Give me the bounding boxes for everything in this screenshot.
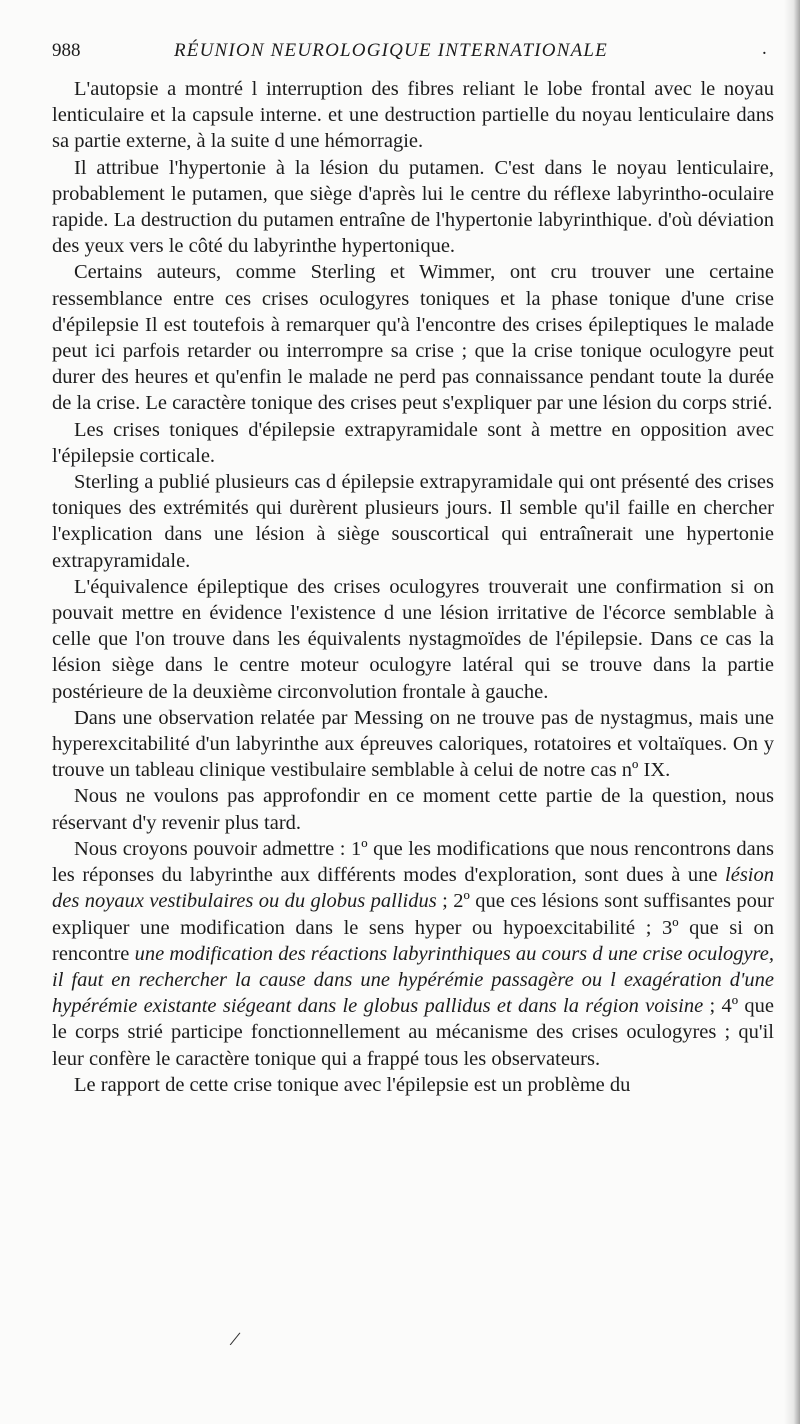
page-edge-shadow: [784, 0, 800, 1424]
paragraph-6-text: L'équivalence épileptique des crises oculogyres trouverait une confirmation si on pouvait mettre en évidence l'existence d une lésion irritative de l'écorce semblable à celle que l'on trouve dans les équivalents nystagmoïdes de l'épilepsie. Dans ce cas la lésion siège dans le centre moteur oculogyre latéral qui se trouve dans la partie postérieure de la deuxième circonvolution frontale à gauche.: [52, 575, 774, 703]
page-number: 988: [52, 40, 81, 61]
paragraph-10: [52, 1072, 774, 1098]
paragraph-3-text: Certains auteurs, comme Sterling et Wimmer, ont cru trouver une certaine ressemblance entre ces crises oculogyres toniques et la phase tonique d'une crise d'épilepsie Il est toutefois à remarquer qu'à l'encontre des crises épileptiques le malade peut ici parfois retarder ou interrompre sa crise ; que la crise tonique oculogyre peut durer des heures et qu'enfin le malade ne perd pas connaissance pendant toute la durée de la crise. Le caractère tonique des crises peut s'expliquer par une lésion du corps strié.: [52, 261, 774, 415]
paragraph-5-text: Sterling a publié plusieurs cas d épilepsie extrapyramidale qui ont présenté des crises toniques des extrémités qui durèrent plusieurs jours. Il semble qu'il faille en chercher l'explication dans une lésion à siège souscortical qui entraînerait une hypertonie extrapyramidale.: [52, 471, 774, 572]
paragraph-5: [52, 469, 774, 574]
paragraph-9-text-b: ; 2º que ces lésions sont suffisantes pour expliquer une modification dans le sens hyper ou hypoexcitabilité ; 3º que si on rencontre: [52, 890, 775, 965]
paragraph-9-text-a: Nous croyons pouvoir admettre : 1º que les modifications que nous rencontrons dans les réponses du labyrinthe aux différents modes d'exploration, sont dues à une: [52, 837, 774, 887]
paragraph-3: [52, 259, 774, 416]
paragraph-9-italic-a: lésion des noyaux vestibulaires ou du globus pallidus: [52, 864, 774, 913]
paragraph-2: [52, 155, 774, 260]
stray-pen-mark: /: [228, 1325, 243, 1352]
paragraph-9: [52, 836, 774, 1072]
paragraph-1: [52, 76, 774, 155]
body-text: [52, 76, 774, 1098]
paragraph-2-text: Il attribue l'hypertonie à la lésion du putamen. C'est dans le noyau lenticulaire, probablement le putamen, que siège d'après lui le centre du réflexe labyrintho-oculaire rapide. La destruction du putamen entraîne de l'hypertonie labyrinthique. d'où déviation des yeux vers le côté du labyrinthe hypertonique.: [52, 156, 774, 258]
paragraph-7: [52, 705, 774, 784]
page-header: [52, 40, 772, 66]
paragraph-1-text: L'autopsie a montré l interruption des fibres reliant le lobe frontal avec le noyau lenticulaire et la capsule interne. et une destruction partielle du noyau lenticulaire dans sa partie externe, à la suite d une hémorragie.: [52, 78, 774, 153]
paragraph-7-text: Dans une observation relatée par Messing on ne trouve pas de nystagmus, mais une hyperexcitabilité d'un labyrinthe aux épreuves caloriques, rotatoires et voltaïques. On y trouve un tableau clinique vestibulaire semblable à celui de notre cas nº IX.: [52, 706, 774, 782]
paragraph-8-text: Nous ne voulons pas approfondir en ce moment cette partie de la question, nous réservant d'y revenir plus tard.: [52, 785, 774, 834]
header-mark: .: [762, 38, 767, 59]
paragraph-4-text: Les crises toniques d'épilepsie extrapyramidale sont à mettre en opposition avec l'épilepsie corticale.: [52, 418, 774, 467]
paragraph-9-italic-b: une modification des réactions labyrinthiques au cours d une crise oculogyre, il faut en rechercher la cause dans une hypérémie passagère ou l exagération d'une hypérémie existante siégeant dans le globus pallidus et dans la région voisine: [52, 942, 774, 1018]
paragraph-6: [52, 574, 774, 705]
paragraph-10-text: Le rapport de cette crise tonique avec l'épilepsie est un problème du: [74, 1073, 631, 1096]
paragraph-9-text-c: ; 4º que le corps strié participe fonctionnellement au mécanisme des crises oculogyres ; qu'il leur confère le caractère tonique qui a frappé tous les observateurs.: [52, 995, 774, 1070]
paragraph-4: [52, 417, 774, 469]
running-title: RÉUNION NEUROLOGIQUE INTERNATIONALE: [174, 40, 608, 61]
paragraph-8: [52, 783, 774, 835]
